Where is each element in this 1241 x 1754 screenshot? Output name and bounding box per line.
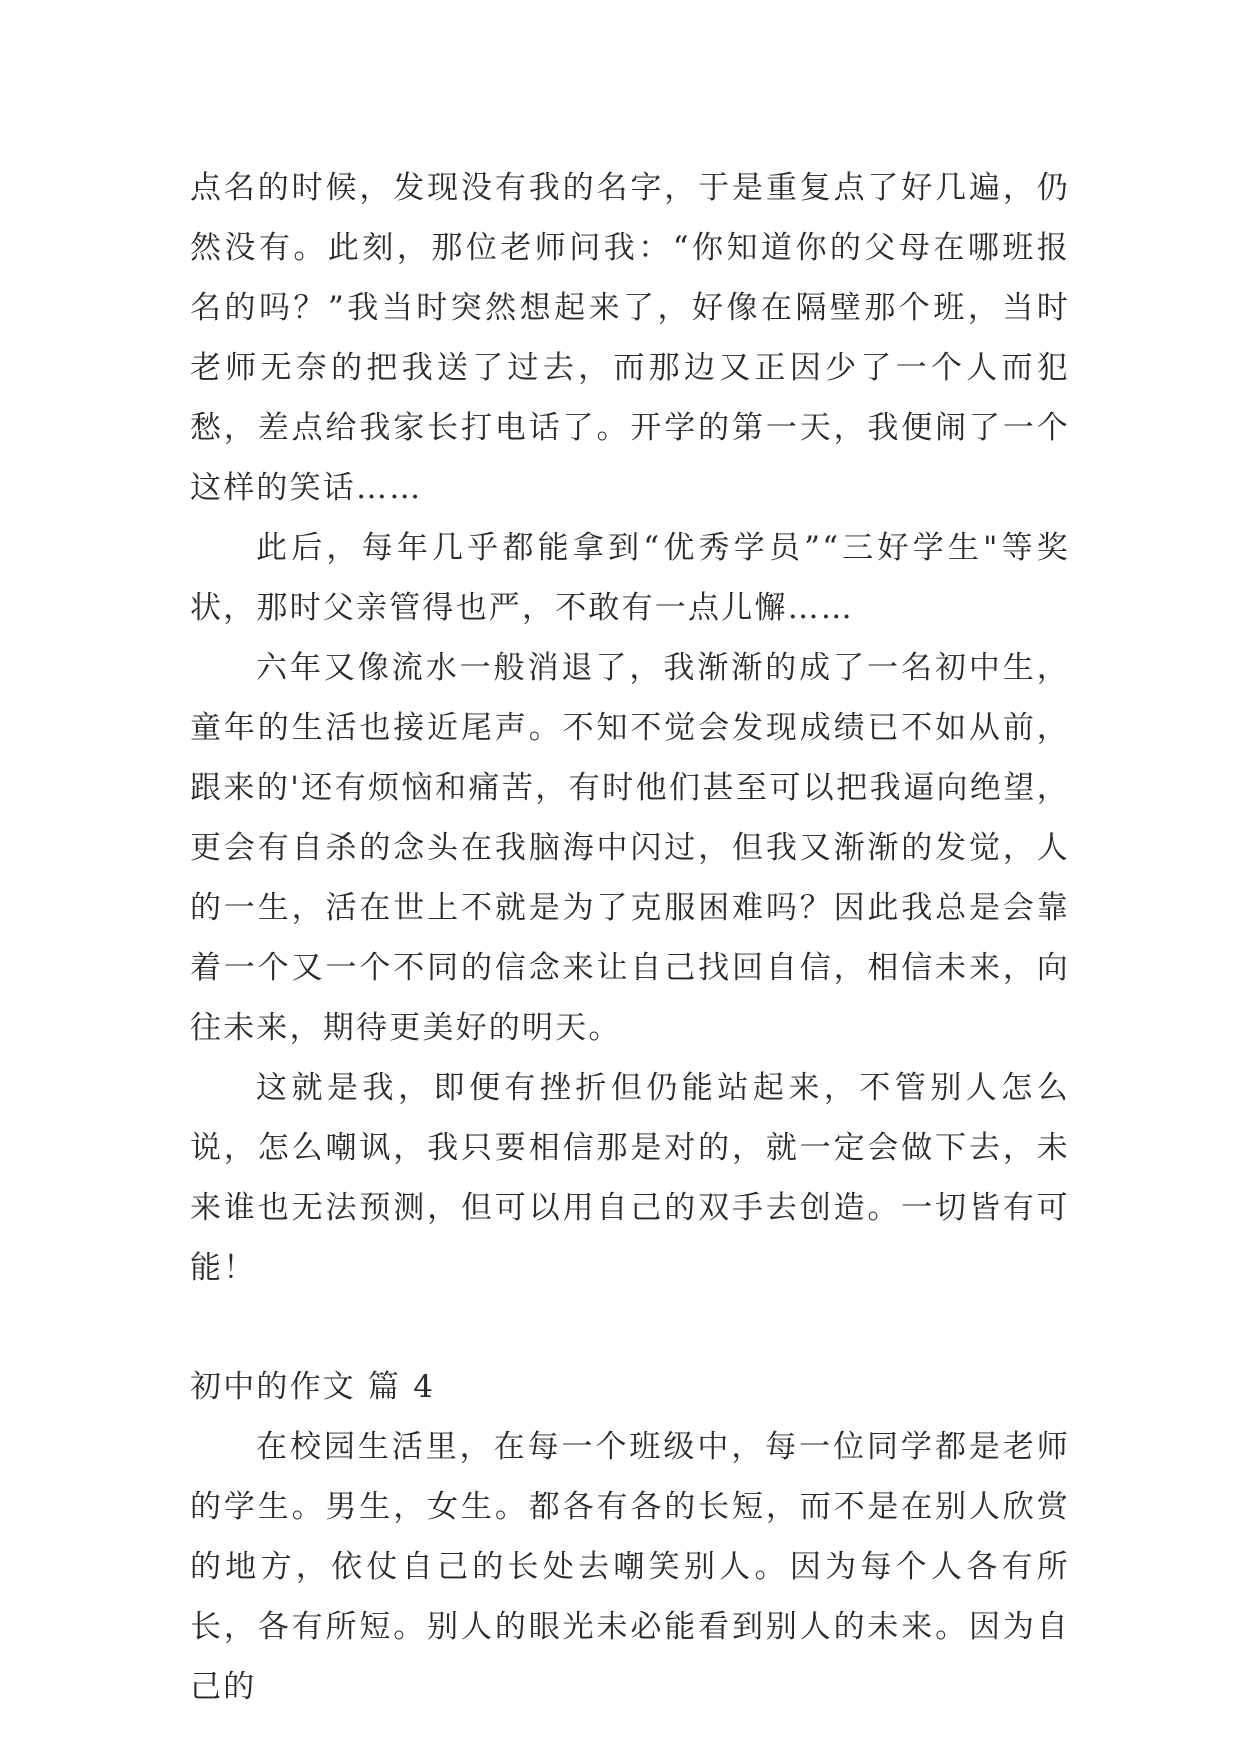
paragraph-3: 六年又像流水一般消退了，我渐渐的成了一名初中生，童年的生活也接近尾声。不知不觉会发现成绩已不如从前，跟来的'还有烦恼和痛苦，有时他们甚至可以把我逼向绝望，更会有自杀的念头在我脑海中闪过，但我又渐渐的发觉，人的一生，活在世上不就是为了克服困难吗？因此我总是会靠着一个又一个不同的信念来让自己找回自信，相信未来，向往未来，期待更美好的明天。: [190, 650, 1070, 1046]
paragraph-1: 点名的时候，发现没有我的名字，于是重复点了好几遍，仍然没有。此刻，那位老师问我：“你知道你的父母在哪班报名的吗？”我当时突然想起来了，好像在隔壁那个班，当时老师无奈的把我送了过去，而那边又正因少了一个人而犯愁，差点给我家长打电话了。开学的第一天，我便闹了一个这样的笑话……: [190, 170, 1070, 506]
section-heading: 初中的作文 篇 4: [190, 1369, 436, 1405]
paragraph-5: 在校园生活里，在每一个班级中，每一位同学都是老师的学生。男生，女生。都各有各的长短，而不是在别人欣赏的地方，依仗自己的长处去嘲笑别人。因为每个人各有所长，各有所短。别人的眼光未必能看到别人的未来。因为自己的: [190, 1429, 1070, 1705]
paragraph-2: 此后，每年几乎都能拿到“优秀学员”“三好学生"等奖状，那时父亲管得也严，不敢有一点儿懈……: [190, 530, 1070, 626]
document-body: [190, 158, 1070, 1717]
paragraph-4: 这就是我，即便有挫折但仍能站起来，不管别人怎么说，怎么嘲讽，我只要相信那是对的，就一定会做下去，未来谁也无法预测，但可以用自己的双手去创造。一切皆有可能！: [190, 1070, 1070, 1286]
